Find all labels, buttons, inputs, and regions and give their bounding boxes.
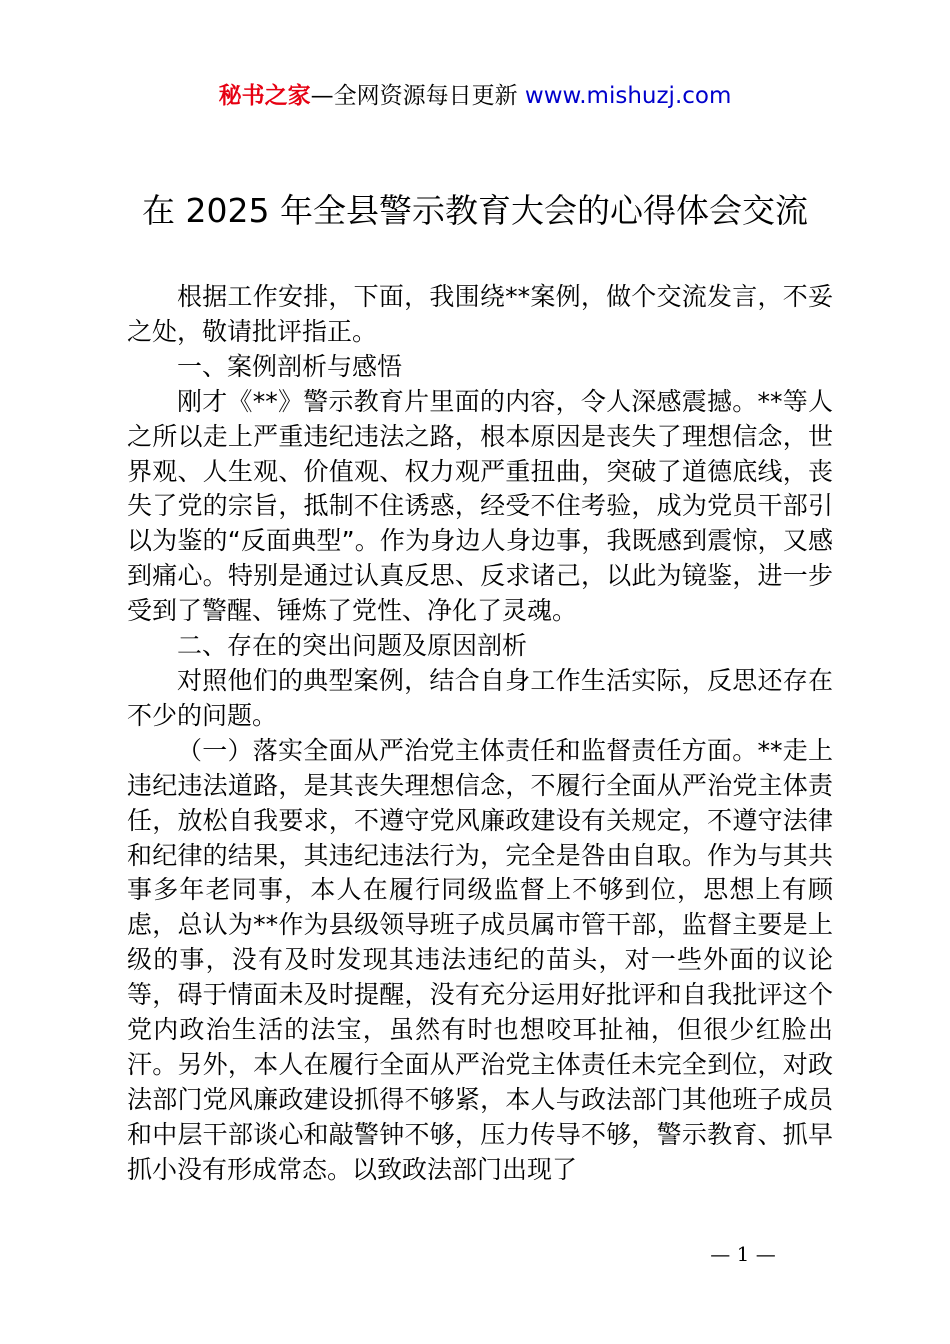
body-paragraph: 刚才《**》警示教育片里面的内容，令人深感震撼。**等人之所以走上严重违纪违法之路，根本原因是丧失了理想信念，世界观、人生观、价值观、权力观严重扭曲，突破了道德底线，丧失了党的宗旨，抵制不住诱惑，经受不住考验，成为党员干部引以为鉴的“反面典型”。作为身边人身边事，我既感到震惊，又感到痛心。特别是通过认真反思、反求诸己，以此为镜鉴，进一步受到了警醒、锤炼了党性、净化了灵魂。 [127,386,833,626]
intro-paragraph: 根据工作安排，下面，我围绕**案例，做个交流发言，不妥之处，敬请批评指正。 [127,282,833,346]
document-body [127,280,833,1188]
body-paragraph: （一）落实全面从严治党主体责任和监督责任方面。**走上违纪违法道路，是其丧失理想信念，不履行全面从严治党主体责任，放松自我要求，不遵守党风廉政建设有关规定，不遵守法律和纪律的结果，其违纪违法行为，完全是咎由自取。作为与其共事多年老同事，本人在履行同级监督上不够到位，思想上有顾虑，总认为**作为县级领导班子成员属市管干部，监督主要是上级的事，没有及时发现其违法违纪的苗头，对一些外面的议论等，碍于情面未及时提醒，没有充分运用好批评和自我批评这个党内政治生活的法宝，虽然有时也想咬耳扯袖，但很少红脸出汗。另外，本人在履行全面从严治党主体责任未完全到位，对政法部门党风廉政建设抓得不够紧，本人与政法部门其他班子成员和中层干部谈心和敲警钟不够，压力传导不够，警示教育、抓早抓小没有形成常态。以致政法部门出现了 [127,735,833,1184]
brand-name: 秘书之家 [218,83,311,109]
header-tagline: —全网资源每日更新 [310,83,525,109]
section-heading-2: 二、存在的突出问题及原因剖析 [177,631,528,661]
section-heading-1: 一、案例剖析与感悟 [177,351,403,381]
site-header [0,80,950,112]
site-url-link[interactable]: www.mishuzj.com [524,83,732,109]
body-paragraph: 对照他们的典型案例，结合自身工作生活实际，反思还存在不少的问题。 [127,665,833,730]
page-number: — 1 — [710,1242,776,1266]
document-title: 在 2025 年全县警示教育大会的心得体会交流 [142,191,808,230]
